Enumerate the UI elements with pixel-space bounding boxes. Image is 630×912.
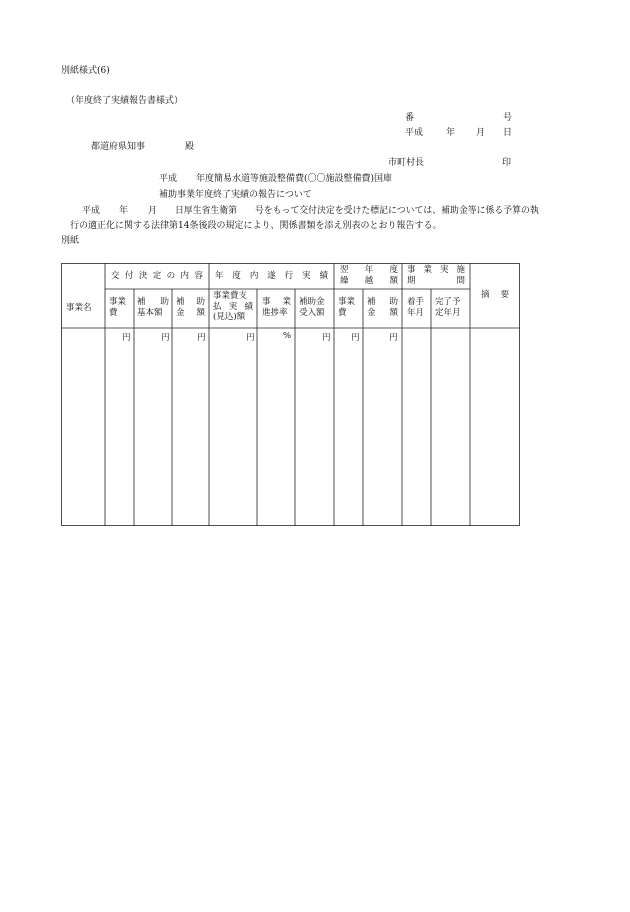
body-year: 年 <box>119 206 129 216</box>
col-hojokin-ukeire: 補助金 受入額 <box>299 297 325 318</box>
unit-ukeire: 円 <box>322 333 331 343</box>
col-shinchokuritsu: 事 業 進捗率 <box>262 297 291 318</box>
addressee-title: 都道府県知事 <box>91 142 146 152</box>
col-kurikoshi-hojokin: 補 助 金 額 <box>367 297 398 318</box>
subject-era: 平成 <box>159 174 178 184</box>
form-label: 別紙様式(6) <box>61 66 110 76</box>
date-month: 月 <box>476 128 486 138</box>
form-subtitle: （年度終了実績報告書様式） <box>66 96 184 106</box>
body-line1: 日厚生省生衛第 号をもって交付決定を受けた標記については、補助金等に係る予算の執 <box>175 206 539 216</box>
body-line2: 行の適正化に関する法律第14条後段の規定により、関係書類を添え別表のとおり報告する。 <box>70 221 442 231</box>
col-tekiyo: 摘 要 <box>481 290 509 300</box>
number-go: 号 <box>503 113 513 123</box>
attachment-label: 別紙 <box>61 236 80 246</box>
date-day: 日 <box>503 128 513 138</box>
group-nendo-suiko: 年 度 内 遂 行 実 績 <box>215 271 328 281</box>
col-chakushu-nengetsu: 着手 年月 <box>407 297 425 318</box>
body-era: 平成 <box>82 206 101 216</box>
unit-hojokin: 円 <box>197 333 206 343</box>
body-month: 月 <box>148 206 158 216</box>
subject-line2: 補助事業年度終了実績の報告について <box>159 190 312 200</box>
unit-kurikoshi-hojokin: 円 <box>389 333 398 343</box>
unit-shinchoku: % <box>283 331 292 341</box>
number-ban: 番 <box>405 113 415 123</box>
col-hojokin-gaku: 補 助 金 額 <box>176 297 205 318</box>
col-kurikoshi-jigyohi: 事業 費 <box>338 297 356 318</box>
col-jigyohi: 事業 費 <box>109 297 127 318</box>
seal-mark: 印 <box>502 158 512 168</box>
col-hojo-kihongaku: 補 助 基本額 <box>137 297 169 318</box>
col-kanryo-yotei: 完了予 定年月 <box>435 297 461 318</box>
unit-hojokihon: 円 <box>161 333 170 343</box>
unit-kurikoshi-jigyohi: 円 <box>351 333 360 343</box>
subject-line1: 年度簡易水道等施設整備費(〇〇施設整備費)国庫 <box>196 174 393 184</box>
sender-title: 市町村長 <box>388 158 425 168</box>
col-shiharai-jisseki: 事業費支 払 実 績 (見込)額 <box>213 291 253 323</box>
group-jigyo-kikan: 事 業 実 施 期 間 <box>407 265 465 286</box>
group-yokunen-kurikoshi: 翌 年 度 繰 越 額 <box>340 265 398 286</box>
date-era: 平成 <box>405 128 424 138</box>
unit-shiharai: 円 <box>246 333 255 343</box>
group-kofu-kettei: 交 付 決 定 の 内 容 <box>111 271 203 281</box>
date-year: 年 <box>446 128 456 138</box>
unit-jigyohi: 円 <box>122 333 131 343</box>
col-jigyomei: 事業名 <box>66 303 92 313</box>
addressee-honorific: 殿 <box>185 142 195 152</box>
report-table <box>61 263 520 526</box>
